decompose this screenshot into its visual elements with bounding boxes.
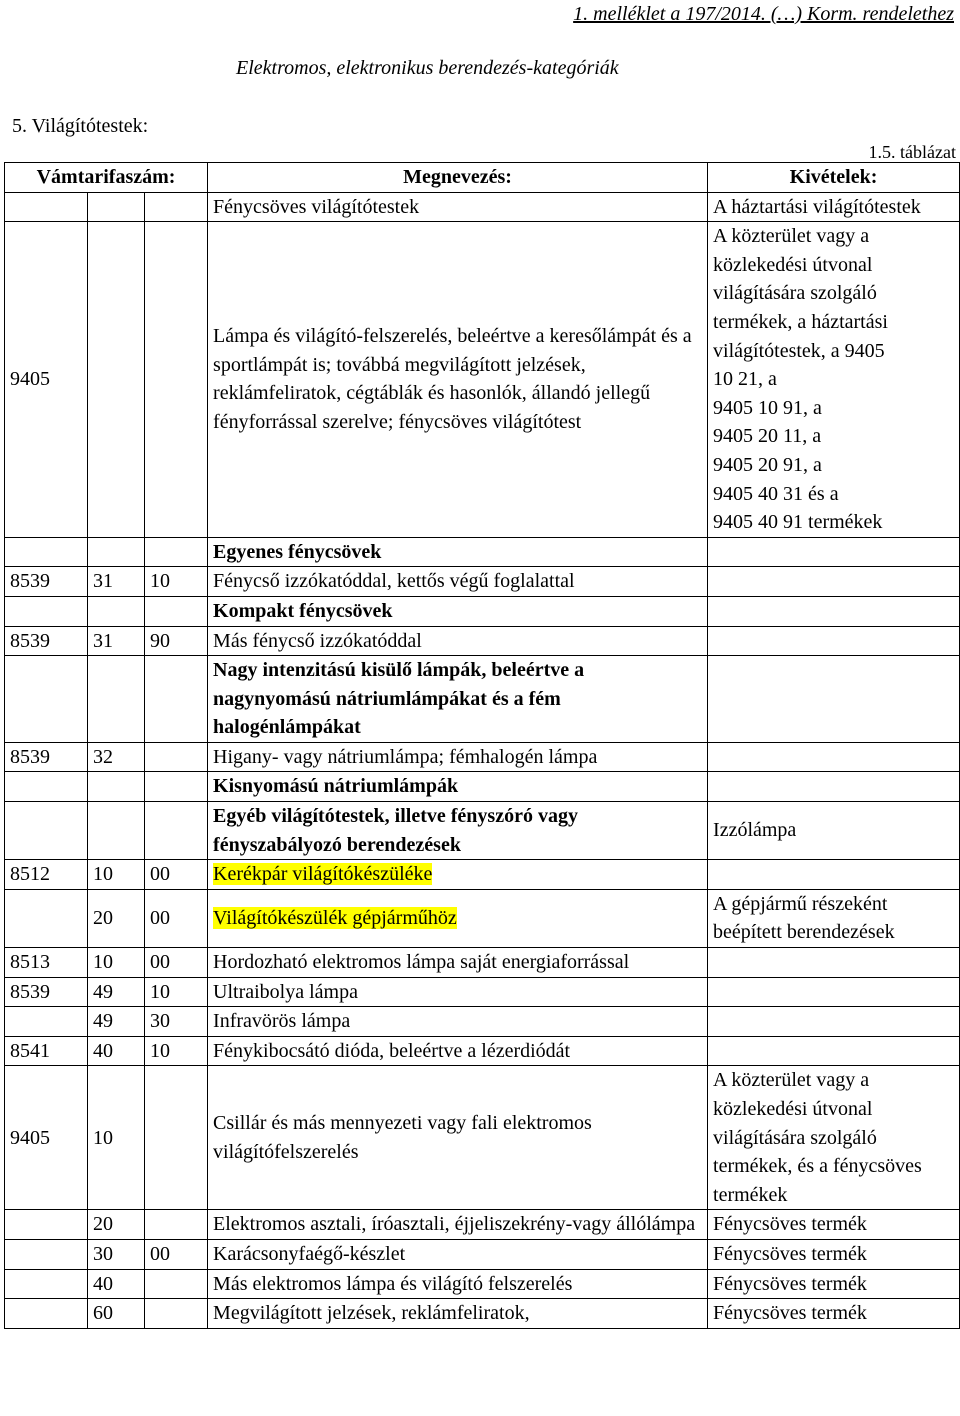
table-row bbox=[5, 222, 960, 538]
exception-cell: A közterület vagy a közlekedési útvonal világítására szolgáló termékek, és a fénycsöves termékek bbox=[708, 1066, 960, 1210]
subheading-cell: Kisnyomású nátriumlámpák bbox=[208, 772, 708, 802]
subheading-cell: Egyenes fénycsövek bbox=[208, 537, 708, 567]
header-name: Megnevezés: bbox=[208, 163, 708, 193]
subheading-cell: Nagy intenzitású kisülő lámpák, beleértve a nagynyomású nátriumlámpákat és a fém halogénlámpákat bbox=[208, 656, 708, 743]
code-cell: 31 bbox=[88, 626, 145, 656]
code-cell bbox=[145, 222, 208, 538]
name-cell bbox=[208, 860, 708, 890]
exception-cell bbox=[708, 596, 960, 626]
code-cell bbox=[145, 802, 208, 860]
code-cell bbox=[88, 596, 145, 626]
exception-line: közlekedési útvonal bbox=[713, 253, 873, 276]
exception-cell bbox=[708, 1036, 960, 1066]
code-cell: 10 bbox=[145, 977, 208, 1007]
table-row bbox=[5, 537, 960, 567]
code-cell bbox=[145, 192, 208, 222]
code-cell bbox=[145, 1210, 208, 1240]
code-cell: 10 bbox=[88, 948, 145, 978]
code-cell: 49 bbox=[88, 1007, 145, 1037]
code-cell bbox=[5, 1210, 88, 1240]
exception-cell: Izzólámpa bbox=[708, 802, 960, 860]
name-cell: Infravörös lámpa bbox=[208, 1007, 708, 1037]
code-cell: 49 bbox=[88, 977, 145, 1007]
exception-line: 9405 20 91, a bbox=[713, 453, 822, 476]
table-row bbox=[5, 656, 960, 743]
code-cell: 10 bbox=[88, 860, 145, 890]
code-cell: 9405 bbox=[5, 1066, 88, 1210]
exception-cell bbox=[708, 860, 960, 890]
name-cell: Elektromos asztali, íróasztali, éjjeliszekrény-vagy állólámpa bbox=[208, 1210, 708, 1240]
highlighted-text: Kerékpár világítókészüléke bbox=[213, 863, 433, 886]
annex-reference: 1. melléklet a 197/2014. (…) Korm. rendelethez bbox=[573, 3, 954, 25]
name-cell bbox=[208, 889, 708, 947]
table-row bbox=[5, 772, 960, 802]
exception-cell bbox=[708, 537, 960, 567]
code-cell: 20 bbox=[88, 889, 145, 947]
code-cell: 9405 bbox=[5, 222, 88, 538]
exception-cell bbox=[708, 742, 960, 772]
exception-cell bbox=[708, 656, 960, 743]
table-row bbox=[5, 1066, 960, 1210]
code-cell: 20 bbox=[88, 1210, 145, 1240]
code-cell: 8512 bbox=[5, 860, 88, 890]
exception-cell: Fénycsöves termék bbox=[708, 1269, 960, 1299]
code-cell: 8539 bbox=[5, 977, 88, 1007]
table-row bbox=[5, 802, 960, 860]
exception-line: 9405 10 91, a bbox=[713, 396, 822, 419]
code-cell: 8513 bbox=[5, 948, 88, 978]
exception-line: 9405 20 11, a bbox=[713, 425, 822, 448]
code-cell bbox=[145, 537, 208, 567]
name-cell: Ultraibolya lámpa bbox=[208, 977, 708, 1007]
code-cell: 30 bbox=[88, 1239, 145, 1269]
table-row bbox=[5, 1269, 960, 1299]
name-cell: Megvilágított jelzések, reklámfeliratok, bbox=[208, 1299, 708, 1329]
exception-cell: Fénycsöves termék bbox=[708, 1239, 960, 1269]
code-cell bbox=[145, 742, 208, 772]
header-row bbox=[5, 163, 960, 193]
table-row bbox=[5, 1239, 960, 1269]
code-cell bbox=[88, 802, 145, 860]
code-cell: 10 bbox=[145, 567, 208, 597]
table-row bbox=[5, 1007, 960, 1037]
exception-line: termékek, a háztartási bbox=[713, 310, 888, 333]
header-code: Vámtarifaszám: bbox=[5, 163, 208, 193]
table-row bbox=[5, 1036, 960, 1066]
code-cell: 8539 bbox=[5, 742, 88, 772]
code-cell bbox=[145, 1269, 208, 1299]
code-cell: 40 bbox=[88, 1269, 145, 1299]
exception-line: 10 21, a bbox=[713, 368, 777, 391]
code-cell bbox=[5, 1269, 88, 1299]
exception-cell bbox=[708, 948, 960, 978]
name-cell: Hordozható elektromos lámpa saját energiaforrással bbox=[208, 948, 708, 978]
subheading-cell: Kompakt fénycsövek bbox=[208, 596, 708, 626]
name-cell: Más elektromos lámpa és világító felszerelés bbox=[208, 1269, 708, 1299]
code-cell: 8539 bbox=[5, 626, 88, 656]
code-cell: 00 bbox=[145, 860, 208, 890]
table-row bbox=[5, 1210, 960, 1240]
table-row bbox=[5, 977, 960, 1007]
code-cell: 8539 bbox=[5, 567, 88, 597]
code-cell: 00 bbox=[145, 1239, 208, 1269]
exception-line: 9405 40 31 és a bbox=[713, 482, 839, 505]
name-cell: Fénycső izzókatóddal, kettős végű foglalattal bbox=[208, 567, 708, 597]
exception-cell: A gépjármű részeként beépített berendezések bbox=[708, 889, 960, 947]
name-cell: Lámpa és világító-felszerelés, beleértve a keresőlámpát és a sportlámpát is; továbbá megvilágított jelzések, reklámfeliratok, cégtáblák és hasonlók, állandó jellegű fényforrással szerelve; fénycsöves világítótest bbox=[208, 222, 708, 538]
exception-cell bbox=[708, 1007, 960, 1037]
code-cell bbox=[5, 802, 88, 860]
code-cell: 10 bbox=[145, 1036, 208, 1066]
code-cell bbox=[88, 537, 145, 567]
table-row bbox=[5, 1299, 960, 1329]
code-cell: 31 bbox=[88, 567, 145, 597]
table-row bbox=[5, 596, 960, 626]
document-title: Elektromos, elektronikus berendezés-kategóriák bbox=[236, 57, 619, 79]
section-heading: 5. Világítótestek: bbox=[12, 115, 149, 137]
table-row bbox=[5, 889, 960, 947]
table-row bbox=[5, 742, 960, 772]
code-cell: 90 bbox=[145, 626, 208, 656]
name-cell: Fénykibocsátó dióda, beleértve a lézerdiódát bbox=[208, 1036, 708, 1066]
exception-line: A közterület vagy a bbox=[713, 225, 870, 248]
header-exceptions: Kivételek: bbox=[708, 163, 960, 193]
exception-cell: Fénycsöves termék bbox=[708, 1210, 960, 1240]
code-cell bbox=[5, 1299, 88, 1329]
code-cell: 60 bbox=[88, 1299, 145, 1329]
table-row bbox=[5, 948, 960, 978]
name-cell: Higany- vagy nátriumlámpa; fémhalogén lámpa bbox=[208, 742, 708, 772]
name-cell: Csillár és más mennyezeti vagy fali elektromos világítófelszerelés bbox=[208, 1066, 708, 1210]
code-cell: 00 bbox=[145, 889, 208, 947]
table-label: 1.5. táblázat bbox=[868, 142, 956, 162]
code-cell bbox=[145, 596, 208, 626]
exception-cell bbox=[708, 977, 960, 1007]
code-cell bbox=[5, 596, 88, 626]
table-row bbox=[5, 626, 960, 656]
exception-cell bbox=[708, 772, 960, 802]
code-cell: 00 bbox=[145, 948, 208, 978]
exception-cell: Fénycsöves termék bbox=[708, 1299, 960, 1329]
code-cell bbox=[5, 1007, 88, 1037]
exception-cell: A háztartási világítótestek bbox=[708, 192, 960, 222]
table-row bbox=[5, 192, 960, 222]
table-row bbox=[5, 860, 960, 890]
code-cell: 8541 bbox=[5, 1036, 88, 1066]
code-cell bbox=[88, 222, 145, 538]
code-cell bbox=[145, 1299, 208, 1329]
exception-cell bbox=[708, 222, 960, 538]
exception-line: 9405 40 91 termékek bbox=[713, 511, 883, 534]
table-row bbox=[5, 567, 960, 597]
exception-line: világítótestek, a 9405 bbox=[713, 339, 885, 362]
code-cell bbox=[5, 889, 88, 947]
code-cell bbox=[145, 1066, 208, 1210]
code-cell bbox=[5, 772, 88, 802]
exception-line: világítására szolgáló bbox=[713, 282, 877, 305]
code-cell bbox=[88, 656, 145, 743]
highlighted-text: Világítókészülék gépjárműhöz bbox=[213, 907, 457, 930]
code-cell: 32 bbox=[88, 742, 145, 772]
code-cell bbox=[145, 772, 208, 802]
code-cell bbox=[145, 656, 208, 743]
code-cell: 30 bbox=[145, 1007, 208, 1037]
name-cell: Fénycsöves világítótestek bbox=[208, 192, 708, 222]
categories-table bbox=[4, 162, 960, 1329]
code-cell bbox=[5, 656, 88, 743]
code-cell bbox=[88, 192, 145, 222]
subheading-cell: Egyéb világítótestek, illetve fényszóró vagy fényszabályozó berendezések bbox=[208, 802, 708, 860]
name-cell: Karácsonyfaégő-készlet bbox=[208, 1239, 708, 1269]
name-cell: Más fénycső izzókatóddal bbox=[208, 626, 708, 656]
code-cell bbox=[5, 192, 88, 222]
code-cell bbox=[88, 772, 145, 802]
code-cell bbox=[5, 1239, 88, 1269]
exception-cell bbox=[708, 567, 960, 597]
code-cell bbox=[5, 537, 88, 567]
exception-cell bbox=[708, 626, 960, 656]
code-cell: 40 bbox=[88, 1036, 145, 1066]
code-cell: 10 bbox=[88, 1066, 145, 1210]
